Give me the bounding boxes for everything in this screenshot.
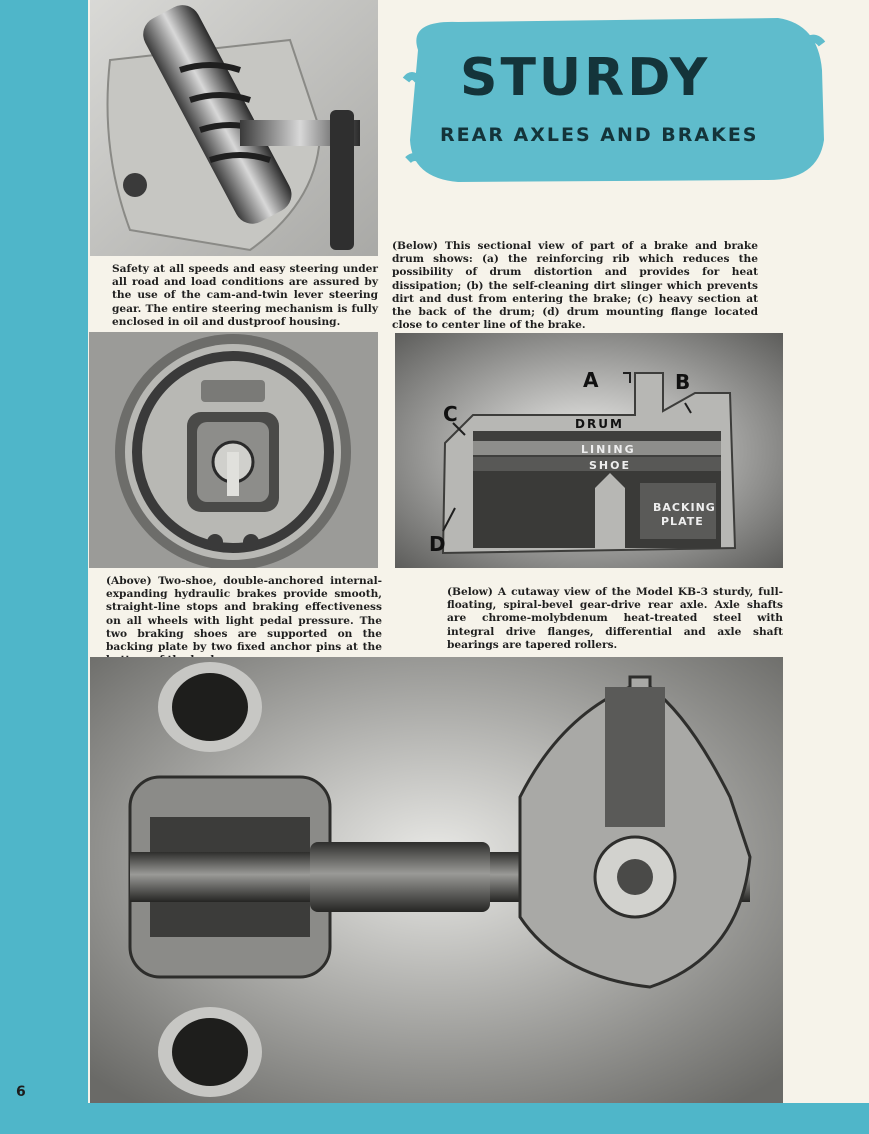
- brake-section-caption: (Below) This sectional view of part of a brake and brake drum shows: (a) the reinforcing rib which reduces the possibility of drum distortion and provides for heat dissipation; (b) the self-cleaning dirt slinger which prevents dirt and dust from entering the brake; (c) heavy section at the back of the drum; (d) drum mounting flange located close to center line of the brake.: [392, 240, 758, 332]
- page-number: 6: [16, 1084, 26, 1100]
- brake-assembly-photo: [89, 332, 378, 568]
- page-subtitle: REAR AXLES AND BRAKES: [440, 124, 759, 146]
- backing-label-line1: BACKING: [653, 501, 716, 514]
- steering-gear-photo: [90, 0, 378, 256]
- lining-label: LINING: [581, 443, 636, 456]
- steering-caption: Safety at all speeds and easy steering under all road and load conditions are assured by the use of the cam-and-twin lever steering gear. The entire steering mechanism is fully enclosed in oil and dustproof housing.: [112, 263, 378, 328]
- rear-axle-cutaway-photo: [90, 657, 783, 1103]
- label-c: C: [443, 402, 458, 426]
- bottom-blue-border: [0, 1103, 869, 1134]
- label-b: B: [675, 370, 691, 394]
- page-title: STURDY: [460, 48, 711, 108]
- rear-axle-caption: (Below) A cutaway view of the Model KB-3 sturdy, full-floating, spiral-bevel gear-drive rear axle. Axle shafts are chrome-molybdenum heat-treated steel with integral drive flanges, differential and axle shaft bearings are tapered rollers.: [447, 586, 783, 651]
- brake-shoes-caption: (Above) Two-shoe, double-anchored internal-expanding hydraulic brakes provide smooth, straight-line stops and braking effectiveness on all wheels with light pedal pressure. The two braking shoes are supported on the backing plate by two fixed anchor pins at the: [106, 575, 382, 654]
- shoe-label: SHOE: [589, 459, 631, 472]
- backing-label-line2: PLATE: [661, 515, 704, 528]
- left-blue-border: [0, 0, 88, 1134]
- brake-section-diagram: [395, 333, 783, 568]
- label-d: D: [429, 532, 446, 556]
- drum-label: DRUM: [575, 417, 624, 431]
- label-a: A: [583, 368, 599, 392]
